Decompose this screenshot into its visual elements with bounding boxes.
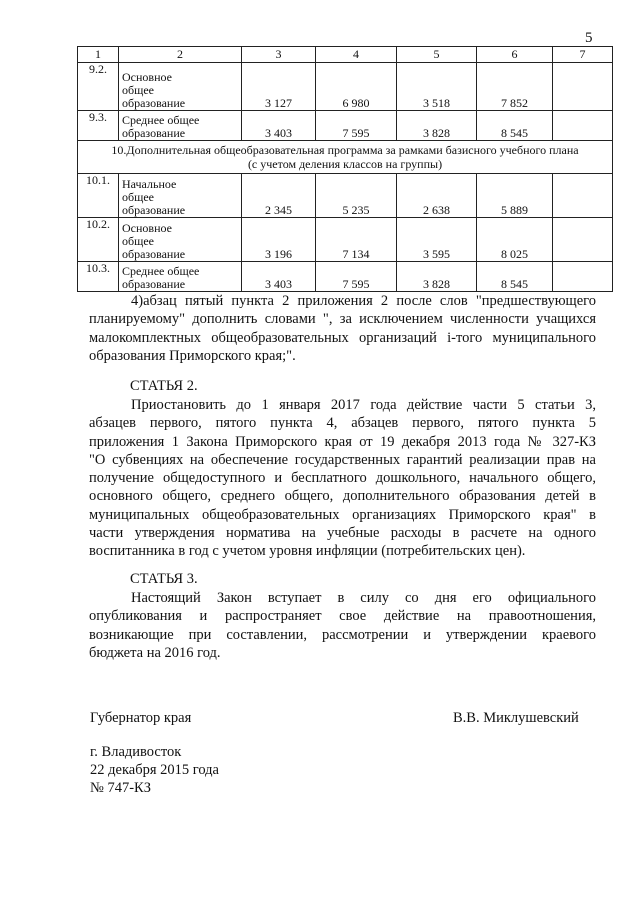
article-2-text: Приостановить до 1 января 2017 года действие части 5 статьи 3, абзацев первого, пятого пункта 4, абзацев первого, пятого пункта 5 приложения 1 Закона Приморского края от 19 декабря 2013 года № 327-КЗ "О субвенциях на обеспечение государственных гарантий реализации прав на получение общедоступного и бесплатного дошкольного, начального общего, основного общего, среднего общего, дополнительного образования детей в муниципальных общеобразовательных организациях Приморского края" в части утверждения норматива на учебные расходы в расчете на одного воспитанника в год с учетом уровня инфляции (потребительских цен). (89, 397, 596, 560)
value-cell: 3 196 (242, 218, 316, 262)
article-2-heading: СТАТЬЯ 2. (130, 378, 198, 394)
header-cell: 5 (397, 47, 477, 63)
value-cell: 5 889 (477, 174, 553, 218)
value-cell (553, 218, 613, 262)
header-cell: 3 (242, 47, 316, 63)
value-cell: 2 345 (242, 174, 316, 218)
value-cell (553, 111, 613, 141)
value-cell: 8 545 (477, 262, 553, 292)
norms-table (77, 46, 613, 292)
value-cell: 7 134 (316, 218, 397, 262)
row-name: Среднее общее образование (119, 111, 242, 141)
section-row (78, 141, 613, 174)
row-name: Основное общее образование (119, 218, 242, 262)
article-3-text: Настоящий Закон вступает в силу со дня его официального опубликования и распространяет свое действие на правоотношения, возникающие при составлении, рассмотрении и утверждении краевого бюджета на 2016 год. (89, 590, 596, 661)
row-number: 10.3. (78, 262, 119, 292)
value-cell: 7 852 (477, 63, 553, 111)
value-cell: 8 545 (477, 111, 553, 141)
value-cell: 3 595 (397, 218, 477, 262)
signatory-name: В.В. Миклушевский (453, 710, 579, 726)
value-cell: 2 638 (397, 174, 477, 218)
value-cell: 3 127 (242, 63, 316, 111)
value-cell (553, 174, 613, 218)
value-cell: 3 828 (397, 262, 477, 292)
header-cell: 6 (477, 47, 553, 63)
table-row (78, 262, 613, 292)
value-cell: 3 518 (397, 63, 477, 111)
value-cell: 7 595 (316, 111, 397, 141)
value-cell: 3 828 (397, 111, 477, 141)
table-header-row (78, 47, 613, 63)
table-row (78, 63, 613, 111)
value-cell: 7 595 (316, 262, 397, 292)
header-cell: 1 (78, 47, 119, 63)
value-cell: 5 235 (316, 174, 397, 218)
header-cell: 7 (553, 47, 613, 63)
row-number: 10.1. (78, 174, 119, 218)
section-title: 10.Дополнительная общеобразовательная программа за рамками базисного учебного плана (с учетом деления классов на группы) (78, 141, 613, 174)
row-number: 9.2. (78, 63, 119, 111)
table-row (78, 218, 613, 262)
article-3-heading: СТАТЬЯ 3. (130, 571, 198, 587)
table-row (78, 174, 613, 218)
value-cell: 6 980 (316, 63, 397, 111)
value-cell (553, 262, 613, 292)
value-cell: 8 025 (477, 218, 553, 262)
law-number: № 747-КЗ (90, 780, 151, 796)
signing-city: г. Владивосток (90, 744, 182, 760)
row-name: Начальное общее образование (119, 174, 242, 218)
page-number: 5 (585, 30, 593, 46)
value-cell: 3 403 (242, 262, 316, 292)
row-name: Основное общее образование (119, 63, 242, 111)
value-cell (553, 63, 613, 111)
value-cell: 3 403 (242, 111, 316, 141)
table-row (78, 111, 613, 141)
row-name: Среднее общее образование (119, 262, 242, 292)
header-cell: 4 (316, 47, 397, 63)
amendment-paragraph: 4)абзац пятый пункта 2 приложения 2 после слов "предшествующего планируемому" дополнить словами ", за исключением численности учащихся малокомплектных общеобразовательных организаций i-того муниципального образования Приморского края;". (89, 293, 596, 364)
header-cell: 2 (119, 47, 242, 63)
signing-date: 22 декабря 2015 года (90, 762, 219, 778)
row-number: 10.2. (78, 218, 119, 262)
row-number: 9.3. (78, 111, 119, 141)
signatory-title: Губернатор края (90, 710, 192, 726)
